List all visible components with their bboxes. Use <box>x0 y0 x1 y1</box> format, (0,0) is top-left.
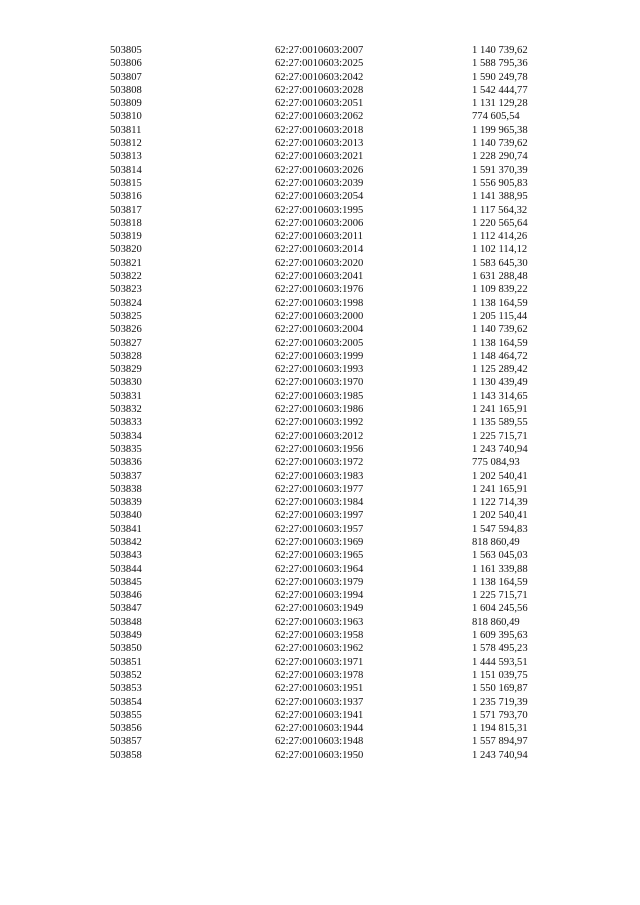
value-cell: 1 578 495,23 <box>472 643 528 655</box>
cadastral-number-cell: 62:27:0010603:2020 <box>275 257 364 269</box>
row-number-cell: 503807 <box>110 71 142 83</box>
row-number-cell: 503811 <box>110 124 142 136</box>
value-cell: 1 151 039,75 <box>472 669 528 681</box>
value-cell: 1 228 290,74 <box>472 151 528 163</box>
cadastral-number-cell: 62:27:0010603:2026 <box>275 164 364 176</box>
value-cell: 1 547 594,83 <box>472 523 528 535</box>
cadastral-number-cell: 62:27:0010603:2062 <box>275 111 364 123</box>
value-cell: 1 148 464,72 <box>472 350 528 362</box>
value-cell: 1 205 115,44 <box>472 310 528 322</box>
table-row <box>110 177 540 190</box>
table-row <box>110 523 540 536</box>
cadastral-number-cell: 62:27:0010603:2051 <box>275 98 364 110</box>
row-number-cell: 503857 <box>110 736 142 748</box>
value-cell: 775 084,93 <box>472 457 520 469</box>
row-number-cell: 503846 <box>110 590 142 602</box>
value-cell: 1 220 565,64 <box>472 217 528 229</box>
table-row <box>110 390 540 403</box>
table-row <box>110 283 540 296</box>
value-cell: 1 131 129,28 <box>472 98 528 110</box>
cadastral-number-cell: 62:27:0010603:1969 <box>275 536 364 548</box>
table-row <box>110 616 540 629</box>
table-row <box>110 722 540 735</box>
table-row <box>110 137 540 150</box>
row-number-cell: 503833 <box>110 417 142 429</box>
cadastral-number-cell: 62:27:0010603:1983 <box>275 470 364 482</box>
row-number-cell: 503842 <box>110 536 142 548</box>
value-cell: 1 143 314,65 <box>472 390 528 402</box>
cadastral-number-cell: 62:27:0010603:1977 <box>275 483 364 495</box>
row-number-cell: 503831 <box>110 390 142 402</box>
cadastral-number-cell: 62:27:0010603:1944 <box>275 723 364 735</box>
row-number-cell: 503851 <box>110 656 142 668</box>
value-cell: 1 194 815,31 <box>472 723 528 735</box>
table-row <box>110 337 540 350</box>
cadastral-number-cell: 62:27:0010603:2018 <box>275 124 364 136</box>
row-number-cell: 503819 <box>110 231 142 243</box>
value-cell: 1 161 339,88 <box>472 563 528 575</box>
row-number-cell: 503829 <box>110 364 142 376</box>
row-number-cell: 503826 <box>110 324 142 336</box>
cadastral-number-cell: 62:27:0010603:1986 <box>275 404 364 416</box>
table-row <box>110 629 540 642</box>
cadastral-number-cell: 62:27:0010603:2025 <box>275 58 364 70</box>
table-row <box>110 257 540 270</box>
table-row <box>110 563 540 576</box>
value-cell: 1 563 045,03 <box>472 550 528 562</box>
row-number-cell: 503814 <box>110 164 142 176</box>
row-number-cell: 503852 <box>110 669 142 681</box>
cadastral-number-cell: 62:27:0010603:2004 <box>275 324 364 336</box>
cadastral-number-cell: 62:27:0010603:1970 <box>275 377 364 389</box>
row-number-cell: 503848 <box>110 616 142 628</box>
row-number-cell: 503822 <box>110 271 142 283</box>
row-number-cell: 503808 <box>110 84 142 96</box>
row-number-cell: 503806 <box>110 58 142 70</box>
row-number-cell: 503821 <box>110 257 142 269</box>
value-cell: 1 122 714,39 <box>472 497 528 509</box>
value-cell: 1 571 793,70 <box>472 709 528 721</box>
row-number-cell: 503809 <box>110 98 142 110</box>
row-number-cell: 503810 <box>110 111 142 123</box>
row-number-cell: 503812 <box>110 138 142 150</box>
table-row <box>110 709 540 722</box>
row-number-cell: 503845 <box>110 576 142 588</box>
table-row <box>110 363 540 376</box>
row-number-cell: 503840 <box>110 510 142 522</box>
table-row <box>110 576 540 589</box>
row-number-cell: 503813 <box>110 151 142 163</box>
table-row <box>110 483 540 496</box>
table-row <box>110 217 540 230</box>
value-cell: 1 225 715,71 <box>472 430 528 442</box>
value-cell: 1 591 370,39 <box>472 164 528 176</box>
table-row <box>110 749 540 762</box>
table-row <box>110 243 540 256</box>
cadastral-number-cell: 62:27:0010603:2000 <box>275 310 364 322</box>
table-row <box>110 297 540 310</box>
row-number-cell: 503820 <box>110 244 142 256</box>
cadastral-number-cell: 62:27:0010603:2021 <box>275 151 364 163</box>
table-row <box>110 536 540 549</box>
value-cell: 818 860,49 <box>472 616 520 628</box>
table-row <box>110 443 540 456</box>
row-number-cell: 503855 <box>110 709 142 721</box>
row-number-cell: 503853 <box>110 683 142 695</box>
table-row <box>110 669 540 682</box>
row-number-cell: 503805 <box>110 45 142 56</box>
table-row <box>110 682 540 695</box>
table-row <box>110 496 540 509</box>
cadastral-number-cell: 62:27:0010603:1972 <box>275 457 364 469</box>
table-row <box>110 84 540 97</box>
value-cell: 1 556 905,83 <box>472 177 528 189</box>
value-cell: 1 112 414,26 <box>472 231 528 243</box>
value-cell: 1 138 164,59 <box>472 576 528 588</box>
row-number-cell: 503849 <box>110 630 142 642</box>
row-number-cell: 503850 <box>110 643 142 655</box>
value-cell: 1 202 540,41 <box>472 510 528 522</box>
value-cell: 1 140 739,62 <box>472 324 528 336</box>
value-cell: 774 605,54 <box>472 111 520 123</box>
cadastral-number-cell: 62:27:0010603:2013 <box>275 138 364 150</box>
value-cell: 818 860,49 <box>472 536 520 548</box>
table-row <box>110 44 540 57</box>
row-number-cell: 503836 <box>110 457 142 469</box>
table-row <box>110 124 540 137</box>
value-cell: 1 202 540,41 <box>472 470 528 482</box>
cadastral-number-cell: 62:27:0010603:1993 <box>275 364 364 376</box>
table-row <box>110 230 540 243</box>
cadastral-number-cell: 62:27:0010603:2041 <box>275 271 364 283</box>
row-number-cell: 503827 <box>110 337 142 349</box>
table-row <box>110 57 540 70</box>
value-cell: 1 140 739,62 <box>472 45 528 56</box>
value-cell: 1 631 288,48 <box>472 271 528 283</box>
cadastral-number-cell: 62:27:0010603:1978 <box>275 669 364 681</box>
row-number-cell: 503838 <box>110 483 142 495</box>
value-cell: 1 140 739,62 <box>472 138 528 150</box>
table-row <box>110 430 540 443</box>
row-number-cell: 503844 <box>110 563 142 575</box>
value-cell: 1 243 740,94 <box>472 749 528 761</box>
value-cell: 1 235 719,39 <box>472 696 528 708</box>
cadastral-number-cell: 62:27:0010603:1995 <box>275 204 364 216</box>
table-row <box>110 735 540 748</box>
table-row <box>110 97 540 110</box>
table-row <box>110 470 540 483</box>
cadastral-number-cell: 62:27:0010603:2012 <box>275 430 364 442</box>
value-cell: 1 135 589,55 <box>472 417 528 429</box>
value-cell: 1 241 165,91 <box>472 483 528 495</box>
value-cell: 1 225 715,71 <box>472 590 528 602</box>
cadastral-number-cell: 62:27:0010603:2011 <box>275 231 363 243</box>
value-cell: 1 550 169,87 <box>472 683 528 695</box>
table-row <box>110 323 540 336</box>
value-cell: 1 243 740,94 <box>472 443 528 455</box>
table-row <box>110 376 540 389</box>
row-number-cell: 503841 <box>110 523 142 535</box>
table-row <box>110 416 540 429</box>
row-number-cell: 503854 <box>110 696 142 708</box>
cadastral-number-cell: 62:27:0010603:2007 <box>275 45 364 56</box>
cadastral-number-cell: 62:27:0010603:2042 <box>275 71 364 83</box>
cadastral-number-cell: 62:27:0010603:1971 <box>275 656 364 668</box>
table-row <box>110 549 540 562</box>
row-number-cell: 503835 <box>110 443 142 455</box>
row-number-cell: 503839 <box>110 497 142 509</box>
table-row <box>110 204 540 217</box>
value-cell: 1 588 795,36 <box>472 58 528 70</box>
table-row <box>110 456 540 469</box>
table-row <box>110 150 540 163</box>
value-cell: 1 117 564,32 <box>472 204 528 216</box>
row-number-cell: 503830 <box>110 377 142 389</box>
value-cell: 1 141 388,95 <box>472 191 528 203</box>
table-row <box>110 110 540 123</box>
cadastral-number-cell: 62:27:0010603:1965 <box>275 550 364 562</box>
value-cell: 1 609 395,63 <box>472 630 528 642</box>
cadastral-number-cell: 62:27:0010603:2005 <box>275 337 364 349</box>
table-row <box>110 310 540 323</box>
row-number-cell: 503832 <box>110 404 142 416</box>
row-number-cell: 503817 <box>110 204 142 216</box>
cadastral-number-cell: 62:27:0010603:1994 <box>275 590 364 602</box>
cadastral-number-cell: 62:27:0010603:1950 <box>275 749 364 761</box>
row-number-cell: 503823 <box>110 284 142 296</box>
value-cell: 1 138 164,59 <box>472 297 528 309</box>
value-cell: 1 138 164,59 <box>472 337 528 349</box>
row-number-cell: 503815 <box>110 177 142 189</box>
cadastral-number-cell: 62:27:0010603:1999 <box>275 350 364 362</box>
cadastral-number-cell: 62:27:0010603:2028 <box>275 84 364 96</box>
cadastral-number-cell: 62:27:0010603:1997 <box>275 510 364 522</box>
value-cell: 1 604 245,56 <box>472 603 528 615</box>
cadastral-number-cell: 62:27:0010603:1976 <box>275 284 364 296</box>
value-cell: 1 542 444,77 <box>472 84 528 96</box>
row-number-cell: 503856 <box>110 723 142 735</box>
cadastral-number-cell: 62:27:0010603:1948 <box>275 736 364 748</box>
cadastral-number-cell: 62:27:0010603:1941 <box>275 709 364 721</box>
cadastral-number-cell: 62:27:0010603:2039 <box>275 177 364 189</box>
value-cell: 1 125 289,42 <box>472 364 528 376</box>
row-number-cell: 503858 <box>110 749 142 761</box>
row-number-cell: 503837 <box>110 470 142 482</box>
value-cell: 1 130 439,49 <box>472 377 528 389</box>
table-row <box>110 696 540 709</box>
table-row <box>110 642 540 655</box>
cadastral-number-cell: 62:27:0010603:1979 <box>275 576 364 588</box>
table-row <box>110 602 540 615</box>
table-row <box>110 403 540 416</box>
table-row <box>110 270 540 283</box>
value-cell: 1 557 894,97 <box>472 736 528 748</box>
cadastral-number-cell: 62:27:0010603:1937 <box>275 696 364 708</box>
cadastral-number-cell: 62:27:0010603:1958 <box>275 630 364 642</box>
value-cell: 1 102 114,12 <box>472 244 528 256</box>
data-table <box>110 44 540 762</box>
row-number-cell: 503828 <box>110 350 142 362</box>
cadastral-number-cell: 62:27:0010603:1949 <box>275 603 364 615</box>
table-row <box>110 656 540 669</box>
table-row <box>110 589 540 602</box>
cadastral-number-cell: 62:27:0010603:2014 <box>275 244 364 256</box>
row-number-cell: 503843 <box>110 550 142 562</box>
table-row <box>110 350 540 363</box>
table-row <box>110 509 540 522</box>
table-row <box>110 71 540 84</box>
row-number-cell: 503824 <box>110 297 142 309</box>
cadastral-number-cell: 62:27:0010603:1963 <box>275 616 364 628</box>
value-cell: 1 444 593,51 <box>472 656 528 668</box>
value-cell: 1 583 645,30 <box>472 257 528 269</box>
row-number-cell: 503834 <box>110 430 142 442</box>
row-number-cell: 503825 <box>110 310 142 322</box>
cadastral-number-cell: 62:27:0010603:1962 <box>275 643 364 655</box>
row-number-cell: 503818 <box>110 217 142 229</box>
cadastral-number-cell: 62:27:0010603:1998 <box>275 297 364 309</box>
table-row <box>110 164 540 177</box>
value-cell: 1 109 839,22 <box>472 284 528 296</box>
table-row <box>110 190 540 203</box>
cadastral-number-cell: 62:27:0010603:1985 <box>275 390 364 402</box>
cadastral-number-cell: 62:27:0010603:1992 <box>275 417 364 429</box>
value-cell: 1 199 965,38 <box>472 124 528 136</box>
row-number-cell: 503847 <box>110 603 142 615</box>
cadastral-number-cell: 62:27:0010603:1984 <box>275 497 364 509</box>
row-number-cell: 503816 <box>110 191 142 203</box>
cadastral-number-cell: 62:27:0010603:2054 <box>275 191 364 203</box>
cadastral-number-cell: 62:27:0010603:2006 <box>275 217 364 229</box>
cadastral-number-cell: 62:27:0010603:1951 <box>275 683 364 695</box>
value-cell: 1 590 249,78 <box>472 71 528 83</box>
cadastral-number-cell: 62:27:0010603:1956 <box>275 443 364 455</box>
cadastral-number-cell: 62:27:0010603:1957 <box>275 523 364 535</box>
cadastral-number-cell: 62:27:0010603:1964 <box>275 563 364 575</box>
value-cell: 1 241 165,91 <box>472 404 528 416</box>
